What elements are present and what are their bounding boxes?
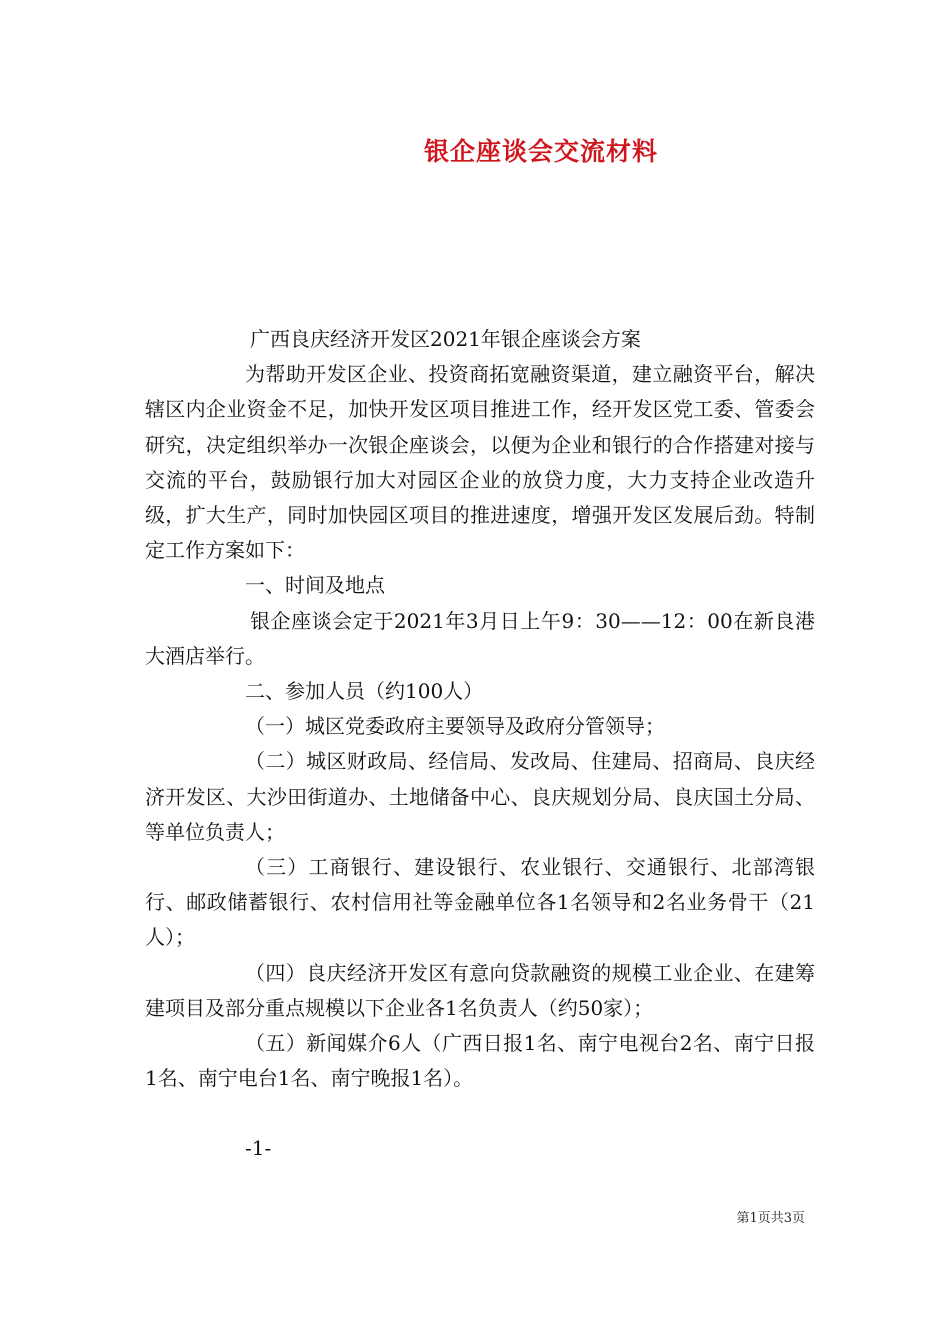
page-footer: 第1页共3页	[736, 1211, 805, 1226]
participant-item-1: （一）城区党委政府主要领导及政府分管领导；	[245, 714, 665, 739]
participant-item-3: （三）工商银行、建设银行、农业银行、交通银行、北部湾银行、邮政储蓄银行、农村信用社等金融单位各1名领导和2名业务骨干（21人）；	[145, 855, 815, 950]
participant-item-4: （四）良庆经济开发区有意向贷款融资的规模工业企业、在建筹建项目及部分重点规模以下企业各1名负责人（约50家）；	[145, 960, 815, 1020]
document-title: 银企座谈会交流材料	[423, 137, 658, 166]
section-heading-participants: 二、参加人员（约100人）	[245, 679, 484, 704]
participant-item-5: （五）新闻媒介6人（广西日报1名、南宁电视台2名、南宁日报1名、南宁电台1名、南宁晚报1名）。	[145, 1031, 815, 1091]
intro-paragraph: 为帮助开发区企业、投资商拓宽融资渠道，建立融资平台，解决辖区内企业资金不足，加快开发区项目推进工作，经开发区党工委、管委会研究，决定组织举办一次银企座谈会，以便为企业和银行的合作搭建对接与交流的平台，鼓励银行加大对园区企业的放贷力度，大力支持企业改造升级，扩大生产，同时加快园区项目的推进速度，增强开发区发展后劲。特制定工作方案如下：	[145, 362, 815, 563]
page-number-mark: -1-	[245, 1136, 272, 1160]
time-place-paragraph: 银企座谈会定于2021年3月日上午9：30——12：00在新良港大酒店举行。	[145, 608, 815, 668]
document-body	[145, 322, 815, 1096]
section-heading-time-place: 一、时间及地点	[245, 573, 385, 598]
plan-subtitle: 广西良庆经济开发区2021年银企座谈会方案	[250, 327, 641, 351]
participant-item-2: （二）城区财政局、经信局、发改局、住建局、招商局、良庆经济开发区、大沙田街道办、土地储备中心、良庆规划分局、良庆国土分局、等单位负责人；	[145, 749, 815, 844]
